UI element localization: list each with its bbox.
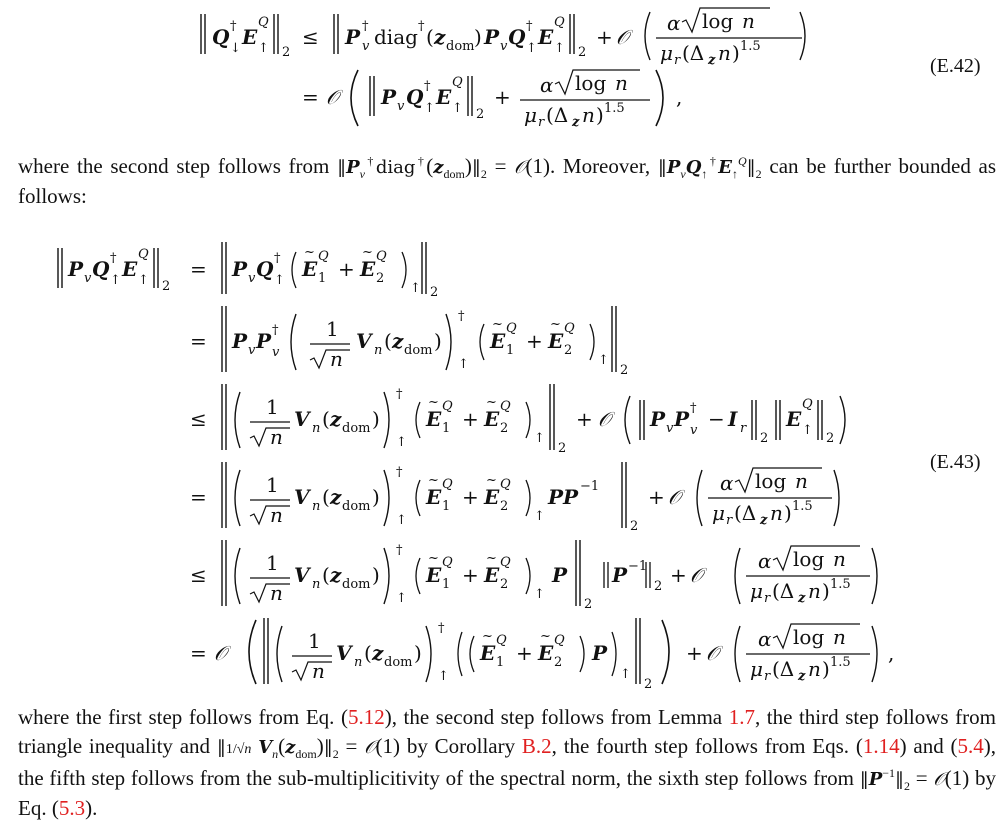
eq-link-5-3[interactable]: 5.3 xyxy=(58,796,86,820)
svg-text:μ: μ xyxy=(524,103,537,127)
svg-text:P: P xyxy=(345,25,361,49)
svg-text:E: E xyxy=(548,329,564,353)
svg-text:~: ~ xyxy=(486,551,497,566)
svg-text:†: † xyxy=(274,251,281,266)
svg-text:Q: Q xyxy=(500,399,511,414)
svg-text:dom: dom xyxy=(446,39,475,54)
e43-row5 xyxy=(190,540,877,612)
svg-text:Q: Q xyxy=(564,321,575,336)
svg-text:2: 2 xyxy=(500,421,509,436)
svg-text:2: 2 xyxy=(564,343,573,358)
svg-text:r: r xyxy=(764,591,771,606)
svg-text:r: r xyxy=(726,513,733,528)
svg-text:P: P xyxy=(381,85,397,109)
svg-text:n: n xyxy=(795,469,808,493)
svg-text:log: log xyxy=(702,9,734,33)
svg-text:(Δ: (Δ xyxy=(546,103,569,127)
svg-text:=: = xyxy=(302,85,319,109)
svg-text:Q: Q xyxy=(406,85,424,109)
svg-text:n: n xyxy=(770,501,783,525)
inline-math-vn-norm: ‖1/√n $V_n(z_{dom})‖_2$ = 𝒪(1) xyxy=(216,734,401,762)
svg-text:†: † xyxy=(424,79,431,94)
svg-text:r: r xyxy=(538,115,545,130)
svg-text:1: 1 xyxy=(442,499,451,514)
svg-text:=: = xyxy=(190,641,207,665)
svg-text:†: † xyxy=(418,19,425,34)
svg-text:V: V xyxy=(294,563,310,587)
svg-text:1: 1 xyxy=(442,577,451,592)
text-segment: ). xyxy=(85,796,98,820)
svg-text:Q: Q xyxy=(500,477,511,492)
svg-text:2: 2 xyxy=(162,279,171,294)
svg-text:2: 2 xyxy=(644,677,653,691)
svg-text:n: n xyxy=(615,71,628,95)
svg-text:dom: dom xyxy=(342,499,371,514)
svg-text:≤: ≤ xyxy=(190,407,207,431)
svg-text:P: P xyxy=(674,407,690,431)
svg-text:+: + xyxy=(462,407,479,431)
svg-text:↑: ↑ xyxy=(396,591,407,606)
svg-text:E: E xyxy=(426,485,442,509)
svg-text:Q: Q xyxy=(92,257,110,281)
svg-text:†: † xyxy=(272,323,279,338)
svg-text:↑: ↑ xyxy=(458,357,469,372)
svg-text:log: log xyxy=(575,71,607,95)
inline-math-norm-pq: $‖P_vQ_↑^\dagger E_↑^Q‖_2$ xyxy=(657,154,762,182)
inline-math-p-inverse-norm: $‖P^{-1}‖_2$ = 𝒪(1) xyxy=(859,766,970,794)
svg-text:+: + xyxy=(670,563,687,587)
svg-text:+: + xyxy=(494,85,511,109)
svg-text:v: v xyxy=(397,99,405,114)
svg-text:1.5: 1.5 xyxy=(604,101,625,116)
svg-text:†: † xyxy=(396,387,403,402)
svg-text:n: n xyxy=(270,503,283,527)
svg-text:↑: ↑ xyxy=(424,101,435,116)
e43-row4 xyxy=(190,462,839,534)
text-segment: , the fourth step follows from Eqs. ( xyxy=(551,734,863,758)
svg-text:P: P xyxy=(68,257,84,281)
svg-text:2: 2 xyxy=(500,499,509,514)
svg-text:z: z xyxy=(760,513,768,528)
svg-text:−1: −1 xyxy=(628,559,648,574)
eq-link-5-4[interactable]: 5.4 xyxy=(957,734,984,758)
e43-row1 xyxy=(58,242,438,300)
e42-line1 xyxy=(201,8,805,68)
svg-text:): ) xyxy=(784,501,792,525)
text-segment: by Corollary xyxy=(406,734,522,758)
svg-text:2: 2 xyxy=(282,45,291,60)
svg-text:~: ~ xyxy=(482,629,493,644)
text-segment: , the third step follows from triangle inequality and xyxy=(18,705,996,758)
svg-text:1: 1 xyxy=(266,551,279,575)
svg-text:μ: μ xyxy=(712,501,725,525)
svg-text:Q: Q xyxy=(500,555,511,570)
svg-text:𝒪: 𝒪 xyxy=(690,563,703,587)
svg-text:↑: ↑ xyxy=(396,435,407,450)
svg-text:V: V xyxy=(294,485,310,509)
svg-text:↑: ↑ xyxy=(802,423,813,438)
svg-text:,: , xyxy=(676,85,683,109)
svg-text:+: + xyxy=(576,407,593,431)
svg-text:†: † xyxy=(396,465,403,480)
svg-text:μ: μ xyxy=(660,41,673,65)
svg-text:z: z xyxy=(330,485,342,509)
svg-text:~: ~ xyxy=(428,473,439,488)
svg-text:↑: ↑ xyxy=(598,353,609,368)
svg-text:−: − xyxy=(708,407,725,431)
svg-text:†: † xyxy=(438,621,445,636)
e43-row6 xyxy=(190,618,894,691)
svg-text:z: z xyxy=(372,641,384,665)
svg-text:+: + xyxy=(462,563,479,587)
svg-text:~: ~ xyxy=(362,245,373,260)
svg-text:+: + xyxy=(526,329,543,353)
svg-text:n: n xyxy=(808,657,821,681)
svg-text:n: n xyxy=(312,659,325,683)
svg-text:): ) xyxy=(822,657,830,681)
svg-text:𝒪: 𝒪 xyxy=(668,485,681,509)
svg-text:+: + xyxy=(648,485,665,509)
svg-text:z: z xyxy=(798,591,806,606)
svg-text:(: ( xyxy=(322,563,330,587)
svg-text:Q: Q xyxy=(442,555,453,570)
lemma-link-1-7[interactable]: 1.7 xyxy=(728,705,755,729)
svg-text:dom: dom xyxy=(404,343,433,358)
text-segment: by Eq. ( xyxy=(18,766,996,820)
svg-text:1.5: 1.5 xyxy=(740,39,761,54)
svg-text:): ) xyxy=(372,563,380,587)
svg-text:Q: Q xyxy=(506,321,517,336)
svg-text:E: E xyxy=(484,485,500,509)
text-segment: . Moreover, xyxy=(549,154,651,178)
svg-text:†: † xyxy=(362,19,369,34)
svg-text:↑: ↑ xyxy=(396,513,407,528)
svg-text:1.5: 1.5 xyxy=(830,577,851,592)
svg-text:†: † xyxy=(458,309,465,324)
svg-text:μ: μ xyxy=(750,657,763,681)
svg-text:2: 2 xyxy=(376,271,385,286)
svg-text:): ) xyxy=(732,41,740,65)
svg-text:~: ~ xyxy=(550,317,561,332)
svg-text:v: v xyxy=(500,39,508,54)
svg-text:E: E xyxy=(538,25,554,49)
svg-text:z: z xyxy=(434,25,446,49)
svg-text:P: P xyxy=(256,329,272,353)
svg-text:V: V xyxy=(294,407,310,431)
svg-text:(: ( xyxy=(384,329,392,353)
svg-text:(Δ: (Δ xyxy=(772,579,795,603)
svg-text:+: + xyxy=(686,641,703,665)
svg-text:E: E xyxy=(484,407,500,431)
svg-text:2: 2 xyxy=(554,655,563,670)
svg-text:P: P xyxy=(232,329,248,353)
svg-text:↑: ↑ xyxy=(274,273,285,288)
svg-text:Q: Q xyxy=(442,399,453,414)
svg-text:): ) xyxy=(822,579,830,603)
svg-text:n: n xyxy=(718,41,731,65)
svg-text:2: 2 xyxy=(500,577,509,592)
svg-text:2: 2 xyxy=(578,45,587,60)
svg-text:Q: Q xyxy=(802,397,813,412)
svg-text:): ) xyxy=(372,407,380,431)
svg-text:v: v xyxy=(690,423,698,438)
svg-text:z: z xyxy=(708,53,716,68)
svg-text:P: P xyxy=(650,407,666,431)
svg-text:†: † xyxy=(690,401,697,416)
svg-text:↑: ↑ xyxy=(534,509,545,524)
svg-text:1: 1 xyxy=(318,271,327,286)
svg-text:Q: Q xyxy=(318,249,329,264)
corollary-link-b-2[interactable]: B.2 xyxy=(521,734,552,758)
svg-text:r: r xyxy=(740,421,747,436)
svg-text:Q: Q xyxy=(256,257,274,281)
svg-text:=: = xyxy=(190,257,207,281)
svg-text:𝒪: 𝒪 xyxy=(326,85,339,109)
svg-text:E: E xyxy=(360,257,376,281)
e42-line2 xyxy=(302,70,682,130)
svg-text:~: ~ xyxy=(428,395,439,410)
svg-text:E: E xyxy=(490,329,506,353)
svg-text:Q: Q xyxy=(496,633,507,648)
text-segment: ), the fifth step follows from the sub-multiplicitivity of the spectral norm, the sixth step follows from xyxy=(18,734,997,790)
svg-text:Q: Q xyxy=(452,75,463,90)
svg-text:dom: dom xyxy=(342,577,371,592)
svg-text:−1: −1 xyxy=(580,479,600,494)
svg-text:↑: ↑ xyxy=(554,41,565,56)
svg-text:Q: Q xyxy=(376,249,387,264)
svg-text:↑: ↑ xyxy=(410,281,421,296)
svg-text:~: ~ xyxy=(428,551,439,566)
svg-text:α: α xyxy=(720,471,734,495)
svg-text:n: n xyxy=(312,499,321,514)
svg-text:): ) xyxy=(596,103,604,127)
svg-text:E: E xyxy=(426,563,442,587)
svg-text:P: P xyxy=(484,25,500,49)
svg-text:1: 1 xyxy=(506,343,515,358)
svg-text:~: ~ xyxy=(304,245,315,260)
svg-text:v: v xyxy=(666,421,674,436)
eq-link-5-12[interactable]: 5.12 xyxy=(347,705,385,729)
svg-text:n: n xyxy=(270,425,283,449)
svg-text:α: α xyxy=(667,11,681,35)
svg-text:,: , xyxy=(888,641,895,665)
svg-text:n: n xyxy=(833,547,846,571)
svg-text:P: P xyxy=(552,563,568,587)
svg-text:(Δ: (Δ xyxy=(772,657,795,681)
svg-text:v: v xyxy=(272,345,280,360)
svg-text:n: n xyxy=(312,577,321,592)
svg-text:~: ~ xyxy=(492,317,503,332)
svg-text:P: P xyxy=(232,257,248,281)
svg-text:𝒪: 𝒪 xyxy=(598,407,611,431)
svg-text:E: E xyxy=(426,407,442,431)
svg-text:↑: ↑ xyxy=(452,101,463,116)
svg-text:α: α xyxy=(540,73,554,97)
svg-text:diag: diag xyxy=(374,25,418,49)
svg-text:2: 2 xyxy=(654,579,663,594)
svg-text:↑: ↑ xyxy=(438,669,449,684)
text-segment: where the second step follows from xyxy=(18,154,330,178)
svg-text:↑: ↑ xyxy=(526,41,537,56)
svg-text:α: α xyxy=(758,627,772,651)
svg-text:1: 1 xyxy=(308,629,321,653)
svg-text:↑: ↑ xyxy=(110,273,121,288)
svg-text:Q: Q xyxy=(258,15,269,30)
svg-text:1: 1 xyxy=(496,655,505,670)
svg-text:≤: ≤ xyxy=(190,563,207,587)
svg-text:Q: Q xyxy=(554,15,565,30)
svg-text:n: n xyxy=(833,625,846,649)
svg-text:v: v xyxy=(248,271,256,286)
text-segment: ) and ( xyxy=(899,734,958,758)
svg-text:+: + xyxy=(516,641,533,665)
equation-number-e43: (E.43) xyxy=(930,451,981,473)
svg-text:μ: μ xyxy=(750,579,763,603)
svg-text:n: n xyxy=(270,581,283,605)
svg-text:n: n xyxy=(312,421,321,436)
svg-text:1: 1 xyxy=(326,317,339,341)
svg-text:1: 1 xyxy=(266,395,279,419)
svg-text:r: r xyxy=(674,53,681,68)
equation-e43 xyxy=(0,236,1007,691)
svg-text:dom: dom xyxy=(342,421,371,436)
svg-text:~: ~ xyxy=(540,629,551,644)
svg-text:z: z xyxy=(798,669,806,684)
svg-text:𝒪: 𝒪 xyxy=(706,641,719,665)
svg-text:(Δ: (Δ xyxy=(682,41,705,65)
svg-text:≤: ≤ xyxy=(302,25,319,49)
svg-text:Q: Q xyxy=(508,25,526,49)
svg-text:(: ( xyxy=(364,641,372,665)
svg-text:†: † xyxy=(230,19,237,34)
svg-text:+: + xyxy=(462,485,479,509)
svg-text:(Δ: (Δ xyxy=(734,501,757,525)
svg-text:↑: ↑ xyxy=(620,667,631,682)
svg-text:z: z xyxy=(392,329,404,353)
svg-text:𝒪: 𝒪 xyxy=(616,25,629,49)
svg-text:z: z xyxy=(572,115,580,130)
svg-text:1: 1 xyxy=(442,421,451,436)
svg-text:↑: ↑ xyxy=(534,587,545,602)
svg-text:~: ~ xyxy=(486,395,497,410)
svg-text:n: n xyxy=(354,655,363,670)
text-segment: can be further bounded as follows: xyxy=(18,154,997,208)
svg-text:log: log xyxy=(793,625,825,649)
svg-text:log: log xyxy=(793,547,825,571)
svg-text:E: E xyxy=(242,25,258,49)
paragraph-after-e42 xyxy=(18,152,996,211)
svg-text:E: E xyxy=(538,641,554,665)
svg-text:~: ~ xyxy=(486,473,497,488)
svg-text:↑: ↑ xyxy=(258,41,269,56)
text-segment: ), the second step follows from Lemma xyxy=(384,705,729,729)
inline-math-norm: $‖P_v^\dagger diag^\dagger(z_{dom})‖_2$ = 𝒪(1) xyxy=(337,154,550,182)
svg-text:): ) xyxy=(474,25,482,49)
equation-number-e42: (E.42) xyxy=(930,55,981,77)
svg-text:n: n xyxy=(330,347,343,371)
svg-text:(: ( xyxy=(426,25,434,49)
paragraph-after-e43 xyxy=(18,703,996,823)
svg-text:=: = xyxy=(190,329,207,353)
svg-text:n: n xyxy=(808,579,821,603)
eq-link-1-14[interactable]: 1.14 xyxy=(862,734,900,758)
svg-text:dom: dom xyxy=(384,655,413,670)
svg-text:E: E xyxy=(122,257,138,281)
svg-text:n: n xyxy=(582,103,595,127)
svg-text:E: E xyxy=(302,257,318,281)
svg-text:+: + xyxy=(338,257,355,281)
svg-text:Q: Q xyxy=(212,25,230,49)
svg-text:E: E xyxy=(436,85,452,109)
svg-text:↓: ↓ xyxy=(230,41,241,56)
svg-text:): ) xyxy=(372,485,380,509)
svg-text:P: P xyxy=(592,641,608,665)
svg-text:z: z xyxy=(330,407,342,431)
svg-text:1.5: 1.5 xyxy=(830,655,851,670)
svg-text:+: + xyxy=(596,25,613,49)
svg-text:(: ( xyxy=(322,485,330,509)
svg-text:P: P xyxy=(612,563,628,587)
svg-text:†: † xyxy=(110,251,117,266)
svg-text:V: V xyxy=(336,641,352,665)
svg-text:=: = xyxy=(190,485,207,509)
svg-text:log: log xyxy=(755,469,787,493)
svg-text:E: E xyxy=(786,407,802,431)
svg-text:↑: ↑ xyxy=(138,273,149,288)
svg-text:n: n xyxy=(742,9,755,33)
svg-text:2: 2 xyxy=(430,285,439,300)
svg-text:Q: Q xyxy=(554,633,565,648)
svg-text:V: V xyxy=(356,329,372,353)
svg-text:1: 1 xyxy=(266,473,279,497)
svg-text:†: † xyxy=(396,543,403,558)
svg-text:v: v xyxy=(362,39,370,54)
svg-text:r: r xyxy=(764,669,771,684)
svg-text:2: 2 xyxy=(476,107,485,122)
svg-text:𝒪: 𝒪 xyxy=(214,641,227,665)
e43-row3 xyxy=(190,384,845,456)
svg-text:n: n xyxy=(374,343,383,358)
svg-text:2: 2 xyxy=(558,441,567,456)
svg-text:(: ( xyxy=(322,407,330,431)
svg-text:2: 2 xyxy=(630,519,639,534)
svg-text:Q: Q xyxy=(138,247,149,262)
svg-text:E: E xyxy=(480,641,496,665)
svg-text:Q: Q xyxy=(442,477,453,492)
svg-text:†: † xyxy=(526,19,533,34)
svg-text:v: v xyxy=(84,271,92,286)
svg-text:): ) xyxy=(434,329,442,353)
svg-text:α: α xyxy=(758,549,772,573)
svg-text:z: z xyxy=(330,563,342,587)
svg-text:E: E xyxy=(484,563,500,587)
equation-e42 xyxy=(0,0,1007,140)
text-segment: where the first step follows from Eq. ( xyxy=(18,705,348,729)
svg-text:v: v xyxy=(248,343,256,358)
svg-text:↑: ↑ xyxy=(534,431,545,446)
svg-text:PP: PP xyxy=(548,485,579,509)
svg-text:2: 2 xyxy=(760,431,769,446)
svg-text:): ) xyxy=(414,641,422,665)
svg-text:2: 2 xyxy=(826,431,835,446)
svg-text:I: I xyxy=(728,407,738,431)
svg-text:2: 2 xyxy=(620,363,629,378)
svg-text:1.5: 1.5 xyxy=(792,499,813,514)
e43-row2 xyxy=(190,306,628,378)
svg-text:2: 2 xyxy=(584,597,593,612)
